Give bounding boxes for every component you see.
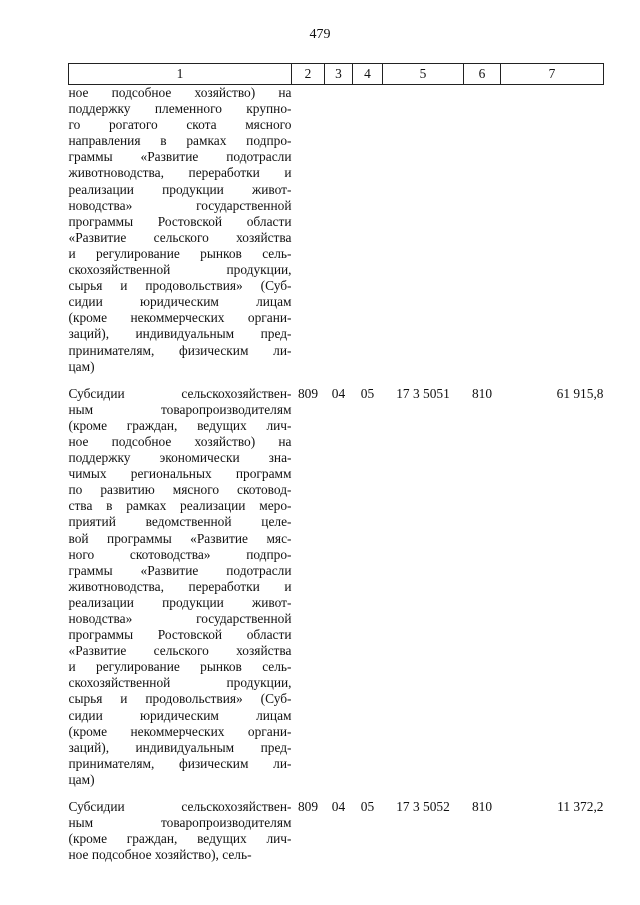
header-col-3: 3 [325, 64, 353, 85]
ministry-code-cell: 809 [297, 799, 319, 815]
description-line: ное подсобное хозяйство) на [68, 85, 292, 100]
header-col-6: 6 [464, 64, 501, 85]
description-line: «Развитие сельского хозяйства [68, 643, 292, 659]
description-line: принимателям, физическим ли- [68, 342, 292, 358]
description-line: животноводства, переработки и [68, 578, 292, 594]
description-line: сидии юридическим лицам [68, 294, 292, 310]
ministry-code-cell: 809 [297, 385, 319, 401]
description-line: новодства» государственной [68, 611, 292, 626]
description-line: заций), индивидуальным пред- [68, 739, 292, 755]
description-line: скохозяйственной продукции, [68, 675, 292, 691]
row-description [69, 85, 292, 375]
description-line: и регулирование рынков сель- [68, 245, 292, 261]
expense-type-cell: 810 [471, 385, 493, 401]
description-line: «Развитие сельского хозяйства [68, 229, 292, 245]
description-line: чимых региональных программ [68, 466, 292, 482]
description-line: животноводства, переработки и [68, 165, 292, 181]
header-col-7: 7 [501, 64, 604, 85]
description-line: новодства» государственной [68, 197, 292, 213]
description-line: программы Ростовской области [68, 627, 292, 643]
description-line: принимателям, физическим ли- [68, 755, 292, 771]
description-line: программы Ростовской области [68, 213, 292, 229]
description-line: сырья и продовольствия» (Суб- [68, 691, 292, 707]
subsection-code-cell [353, 85, 383, 375]
section-code-cell [325, 85, 353, 375]
expense-type-cell [464, 85, 501, 375]
description-line: приятий ведомственной целе- [68, 514, 292, 530]
description-line: заций), индивидуальным пред- [68, 326, 292, 342]
description-line: Субсидии сельскохозяйствен- [68, 799, 292, 815]
description-line: реализации продукции живот- [68, 181, 292, 197]
description-line: цам) [68, 771, 95, 787]
description-line: по развитию мясного скотовод- [68, 482, 292, 498]
description-line: ное подсобное хозяйство) на [68, 433, 292, 449]
description-line: реализации продукции живот- [68, 594, 292, 610]
subsection-code-cell: 05 [360, 799, 375, 815]
description-line: Субсидии сельскохозяйствен- [68, 385, 292, 401]
table-row [69, 375, 604, 788]
target-article-cell: 17 3 5051 [396, 385, 450, 401]
target-article-cell [383, 85, 464, 375]
description-line: вой программы «Развитие мяс- [68, 530, 292, 546]
header-row [69, 64, 604, 85]
header-col-4: 4 [353, 64, 383, 85]
header-col-2: 2 [292, 64, 325, 85]
page-number: 479 [309, 27, 331, 42]
section-code-cell: 04 [331, 799, 346, 815]
description-line: ным товаропроизводителям [68, 815, 292, 831]
table-row [69, 85, 604, 375]
amount-cell: 61 915,8 [556, 385, 604, 401]
amount-cell [501, 85, 604, 375]
description-line: сидии юридическим лицам [68, 707, 292, 723]
description-line: го рогатого скота мясного [68, 117, 292, 133]
description-line: сырья и продовольствия» (Суб- [68, 278, 292, 294]
row-description [69, 788, 292, 863]
description-line: ное подсобное хозяйство), сель- [68, 847, 252, 863]
description-line: граммы «Развитие подотрасли [68, 562, 292, 578]
description-line: ства в рамках реализации меро- [68, 498, 292, 514]
ministry-code-cell [292, 85, 325, 375]
subsection-code-cell: 05 [360, 385, 375, 401]
target-article-cell: 17 3 5052 [396, 799, 450, 815]
description-line: граммы «Развитие подотрасли [68, 149, 292, 165]
description-line: цам) [68, 358, 95, 374]
description-line: (кроме некоммерческих органи- [68, 310, 292, 326]
description-line: и регулирование рынков сель- [68, 659, 292, 675]
description-line: поддержку племенного крупно- [68, 101, 292, 117]
amount-cell: 11 372,2 [557, 799, 604, 815]
description-line: (кроме некоммерческих органи- [68, 723, 292, 739]
description-line: направления в рамках подпро- [68, 133, 292, 149]
description-line: (кроме граждан, ведущих лич- [68, 831, 292, 847]
expense-type-cell: 810 [471, 799, 493, 815]
table-row [69, 788, 604, 863]
budget-table [68, 63, 604, 863]
description-line: (кроме граждан, ведущих лич- [68, 417, 292, 433]
description-line: скохозяйственной продукции, [68, 262, 292, 278]
description-line: поддержку экономически зна- [68, 450, 292, 466]
description-line: ного скотоводства» подпро- [68, 546, 292, 562]
header-col-5: 5 [383, 64, 464, 85]
description-line: ным товаропроизводителям [68, 401, 292, 417]
header-col-1: 1 [69, 64, 292, 85]
section-code-cell: 04 [331, 385, 346, 401]
row-description [69, 375, 292, 788]
